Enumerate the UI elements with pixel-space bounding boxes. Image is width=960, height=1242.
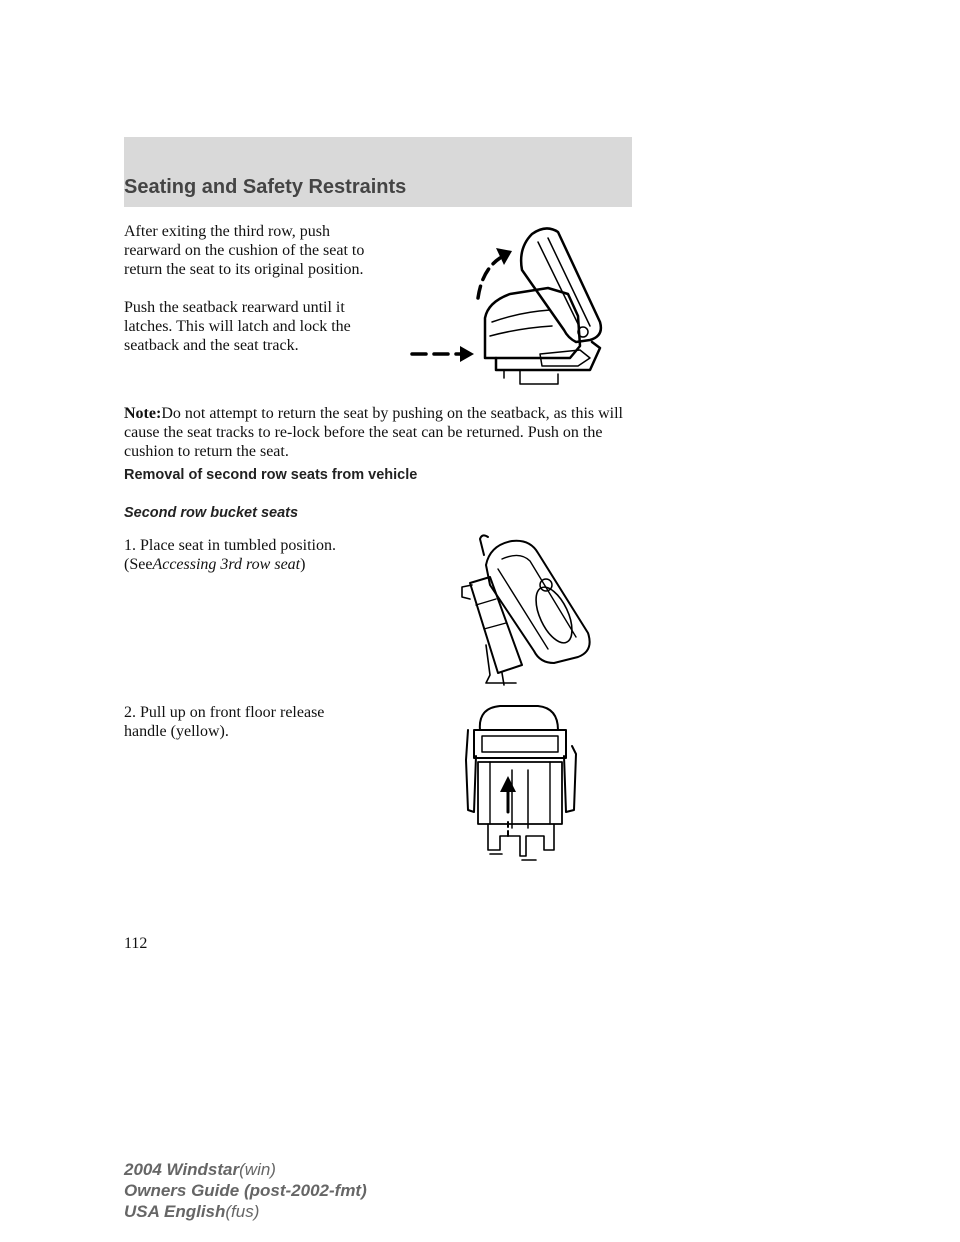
subheading-bucket-seats: Second row bucket seats <box>124 505 299 521</box>
step-1-text: 1. Place seat in tumbled position. (See <box>124 537 336 573</box>
page-number: 112 <box>124 935 148 952</box>
step-1 <box>124 536 394 574</box>
document-footer <box>124 1159 367 1222</box>
step-2: 2. Pull up on front floor release handle (yellow). <box>124 704 325 740</box>
footer-line-1 <box>124 1159 367 1180</box>
step-1-reference: Accessing 3rd row seat <box>152 556 301 573</box>
note-label: Note: <box>124 405 162 422</box>
tumbled-seat-illustration <box>450 525 610 690</box>
paragraph-push-seatback: Push the seatback rearward until it latches. This will latch and lock the seatback and the seat track. <box>124 299 351 354</box>
section-title: Seating and Safety Restraints <box>124 176 407 198</box>
note-paragraph <box>124 404 636 461</box>
step-1-close: ) <box>300 556 306 573</box>
paragraph-return-cushion: After exiting the third row, push rearward on the cushion of the seat to return the seat to its original position. <box>124 223 365 278</box>
footer-line-2: Owners Guide (post-2002-fmt) <box>124 1181 367 1200</box>
heading-removal-second-row: Removal of second row seats from vehicle <box>124 467 418 483</box>
footer-line-3 <box>124 1201 367 1222</box>
footer-language-code: (fus) <box>225 1202 260 1221</box>
footer-model-code: (win) <box>239 1160 276 1179</box>
footer-model: 2004 Windstar <box>124 1160 240 1179</box>
seat-return-illustration <box>400 218 630 393</box>
note-text: Do not attempt to return the seat by pushing on the seatback, as this will cause the seat tracks to re-lock before the seat can be returned. Push on the cushion to return the seat. <box>124 405 623 460</box>
floor-release-handle-illustration <box>460 700 580 865</box>
footer-language: USA English <box>124 1202 226 1221</box>
